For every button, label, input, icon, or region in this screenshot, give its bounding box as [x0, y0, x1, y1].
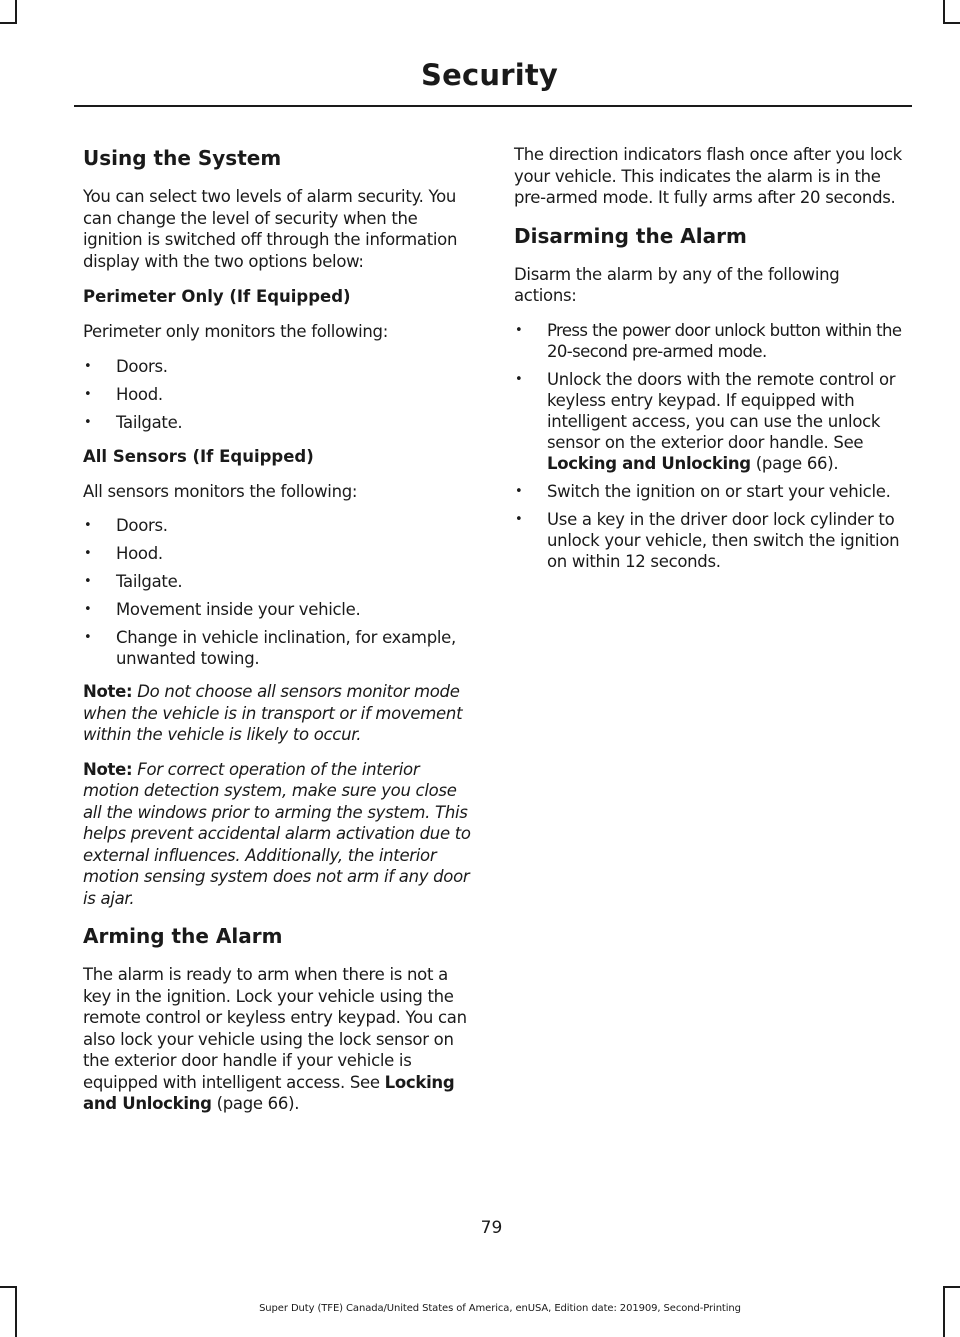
note-transport: [83, 681, 475, 746]
disarming-list: [514, 320, 906, 572]
list-item: • Movement inside your vehicle.: [83, 599, 475, 620]
page-reference: (page 66).: [750, 453, 839, 473]
paragraph-sensors-intro: All sensors monitors the following:: [83, 481, 358, 501]
heading-all-sensors: All Sensors (If Equipped): [83, 446, 314, 466]
list-item: • Press the power door unlock button within the 20-second pre-armed mode.: [514, 320, 906, 362]
note-text: For correct operation of the interior motion detection system, make sure you close all the windows prior to arming the system. This helps prevent accidental alarm activation due to external influences. Additionally, the interior motion sensing system does not arm if any door is ajar.: [83, 759, 471, 908]
heading-perimeter-only: Perimeter Only (If Equipped): [83, 287, 351, 306]
crop-mark-top-right-h: [943, 22, 960, 24]
list-item: • Tailgate.: [83, 571, 475, 592]
list-item: • Hood.: [83, 384, 475, 405]
heading-using-the-system: Using the System: [83, 146, 282, 170]
crop-mark-bottom-left-h: [0, 1286, 17, 1288]
list-item: • Use a key in the driver door lock cylinder to unlock your vehicle, then switch the ignition on within 12 seconds.: [514, 509, 906, 572]
paragraph-perimeter-intro: Perimeter only monitors the following:: [83, 322, 388, 341]
heading-arming-the-alarm: Arming the Alarm: [83, 924, 283, 948]
crop-mark-bottom-right-h: [943, 1286, 960, 1288]
note-label: Note:: [83, 682, 133, 701]
note-label: Note:: [83, 759, 133, 779]
page-reference: (page 66).: [211, 1094, 300, 1113]
note-text: Do not choose all sensors monitor mode when the vehicle is in transport or if movement within the vehicle is likely to occur.: [83, 682, 463, 744]
list-item: • Change in vehicle inclination, for example, unwanted towing.: [83, 627, 475, 669]
item-text: Unlock the doors with the remote control or keyless entry keypad. If equipped with intelligent access, you can use the unlock sensor on the exterior door handle. See: [547, 369, 896, 452]
page-title: Security: [421, 58, 558, 92]
list-item: • Doors.: [83, 515, 475, 536]
crop-mark-top-right-v: [943, 0, 945, 24]
paragraph-arming: [83, 964, 475, 1115]
paragraph-using-the-system: You can select two levels of alarm security. You can change the level of security when the ignition is switched off through the information display with the two options below:: [83, 187, 458, 271]
heading-disarming-the-alarm: Disarming the Alarm: [514, 223, 747, 248]
perimeter-list: [83, 356, 475, 433]
cross-reference-link[interactable]: Locking and Unlocking: [83, 1072, 455, 1113]
right-column: [514, 144, 906, 584]
list-item: • Switch the ignition on or start your vehicle.: [514, 481, 906, 502]
list-item: • Tailgate.: [83, 412, 475, 433]
arming-text: The alarm is ready to arm when there is not a key in the ignition. Lock your vehicle using the remote control or keyless entry keypad. You can also lock your vehicle using the lock sensor on the exterior door handle if your vehicle is equipped with intelligent access. See: [83, 965, 467, 1092]
page-number: 79: [480, 1218, 503, 1238]
left-column: [83, 144, 475, 1128]
list-item: • Doors.: [83, 356, 475, 377]
list-item: • Hood.: [83, 543, 475, 564]
sensors-list: [83, 515, 475, 669]
header-divider: [74, 105, 912, 107]
crop-mark-top-left-h: [0, 22, 17, 24]
paragraph-disarming-intro: Disarm the alarm by any of the following actions:: [514, 264, 840, 305]
paragraph-direction-indicators: The direction indicators flash once after you lock your vehicle. This indicates the alarm is in the pre-armed mode. It fully arms after 20 seconds.: [514, 145, 902, 207]
cross-reference-link[interactable]: Locking and Unlocking: [547, 453, 751, 473]
footer-edition-text: Super Duty (TFE) Canada/United States of America, enUSA, Edition date: 201909, Second-Printing: [259, 1303, 741, 1314]
list-item: [514, 369, 906, 474]
crop-mark-top-left-v: [15, 0, 17, 24]
note-interior-motion: [83, 759, 475, 910]
